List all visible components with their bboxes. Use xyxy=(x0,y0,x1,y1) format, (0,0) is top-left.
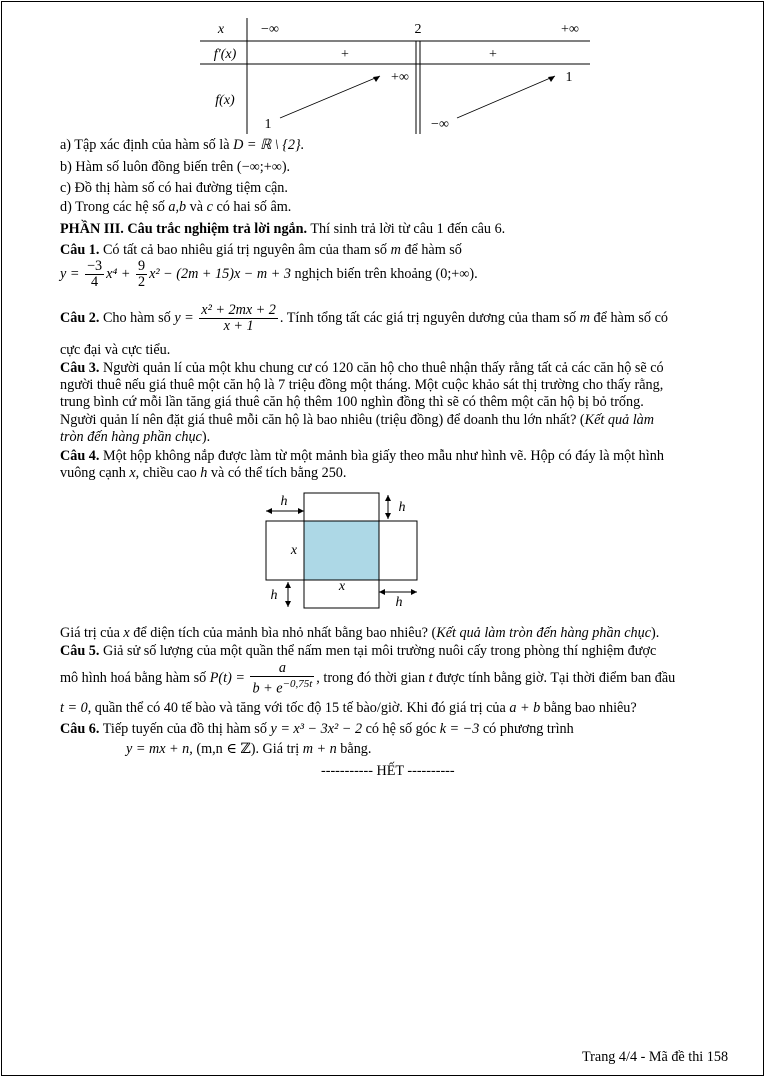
x-value-pos-inf: +∞ xyxy=(561,22,579,37)
question-5-line3: t = 0, quần thể có 40 tế bào và tăng với tốc độ 15 tế bào/giờ. Khi đó giá trị của a + b bằng bao nhiêu? xyxy=(60,700,637,716)
net-right-flap xyxy=(379,521,417,580)
question-4-ask: Giá trị của x để diện tích của mảnh bìa nhỏ nhất bằng bao nhiêu? (Kết quả làm tròn đến hàng phần chục). xyxy=(60,625,660,641)
question-5-line2: mô hình hoá bằng hàm số P(t) = $\frac{a}{b + e^{-0,75t}}$ , trong đó thời gian t được tính bằng giờ. Tại thời điểm ban đầu xyxy=(60,660,676,697)
question-4: Câu 4. Một hộp không nắp được làm từ một mảnh bìa giấy theo mẫu như hình vẽ. Hộp có đáy là một hình xyxy=(60,448,664,464)
question-3-line5: tròn đến hàng phần chục). xyxy=(60,429,211,445)
variation-table xyxy=(195,12,595,136)
fprime-sign-right: + xyxy=(489,47,497,62)
label-x-side: x xyxy=(290,543,298,558)
label-h-bottom-right: h xyxy=(395,595,403,610)
box-net-figure xyxy=(262,486,422,614)
question-6: Câu 6. Tiếp tuyến của đồ thị hàm số y = x³ − 3x² − 2 có hệ số góc k = −3 có phương trình xyxy=(60,721,574,737)
statement-c: c) Đồ thị hàm số có hai đường tiệm cận. xyxy=(60,180,288,196)
statement-a: a) Tập xác định của hàm số là D = ℝ \ {2}. xyxy=(60,137,305,153)
question-1-formula: y = $\frac{-3}{4}$ x⁴ + $\frac{9}{2}$ x² − (2m + 15)x − m + 3 nghịch biến trên khoảng (0;+∞). xyxy=(60,258,478,290)
question-6-line2: y = mx + n, (m,n ∈ ℤ). Giá trị m + n bằng. xyxy=(126,741,372,757)
label-h-bottom-left: h xyxy=(270,588,278,603)
x-value-2: 2 xyxy=(414,22,422,37)
x-value-neg-inf: −∞ xyxy=(261,22,279,37)
f-left-end: +∞ xyxy=(391,70,409,85)
question-4-line2: vuông cạnh x, chiều cao h và có thể tích bằng 250. xyxy=(60,465,347,481)
question-3-line2: người thuê nếu giá thuê một căn hộ là 7 triệu đồng một tháng. Một cuộc khảo sát thị trường cho thấy rằng, xyxy=(60,377,664,393)
question-5: Câu 5. Giả sử số lượng của một quần thể nấm men tại môi trường nuôi cấy trong phòng thí nghiệm được xyxy=(60,643,657,659)
label-h-right: h xyxy=(398,500,406,515)
f-right-end: 1 xyxy=(565,70,573,85)
row-label-x: x xyxy=(217,22,225,37)
label-x-bottom: x xyxy=(338,579,346,594)
row-label-f: f(x) xyxy=(215,93,235,108)
f-left-start: 1 xyxy=(264,117,272,132)
net-base-square xyxy=(304,521,379,580)
f-right-start: −∞ xyxy=(431,117,449,132)
question-2-line2: cực đại và cực tiểu. xyxy=(60,342,171,358)
fprime-sign-left: + xyxy=(341,47,349,62)
question-3-line4: Người quản lí nên đặt giá thuê mỗi căn hộ là bao nhiêu (triệu đồng) để doanh thu lớn nhất? (Kết quả làm xyxy=(60,412,654,428)
question-3-line3: trung bình cứ mỗi lần tăng giá thuê căn hộ thêm 100 nghìn đồng thì sẽ có thêm một căn hộ bị bỏ trống. xyxy=(60,394,644,410)
arrow-increase-right xyxy=(457,76,555,118)
net-left-flap xyxy=(266,521,304,580)
end-marker: ----------- HẾT ---------- xyxy=(321,763,455,779)
page-footer: Trang 4/4 - Mã đề thi 158 xyxy=(582,1049,729,1065)
part3-heading: PHẦN III. Câu trắc nghiệm trả lời ngắn. Thí sinh trả lời từ câu 1 đến câu 6. xyxy=(60,221,506,237)
label-h-top: h xyxy=(280,494,288,509)
question-1: Câu 1. Có tất cả bao nhiêu giá trị nguyên âm của tham số m để hàm số xyxy=(60,242,462,258)
question-3: Câu 3. Người quản lí của một khu chung cư có 120 căn hộ cho thuê nhận thấy rằng tất cả các căn hộ sẽ có xyxy=(60,360,664,376)
question-2: Câu 2. Cho hàm số y = $\frac{\text{x² + 2mx + 2}}{x + 1}$ . Tính tổng tất các giá trị nguyên dương của tham số m để hàm số có xyxy=(60,302,668,334)
arrow-increase-left xyxy=(280,76,380,118)
statement-d: d) Trong các hệ số a,b và c có hai số âm. xyxy=(60,199,292,215)
row-label-fprime: f′(x) xyxy=(213,47,237,62)
statement-b: b) Hàm số luôn đồng biến trên (−∞;+∞). xyxy=(60,159,291,175)
